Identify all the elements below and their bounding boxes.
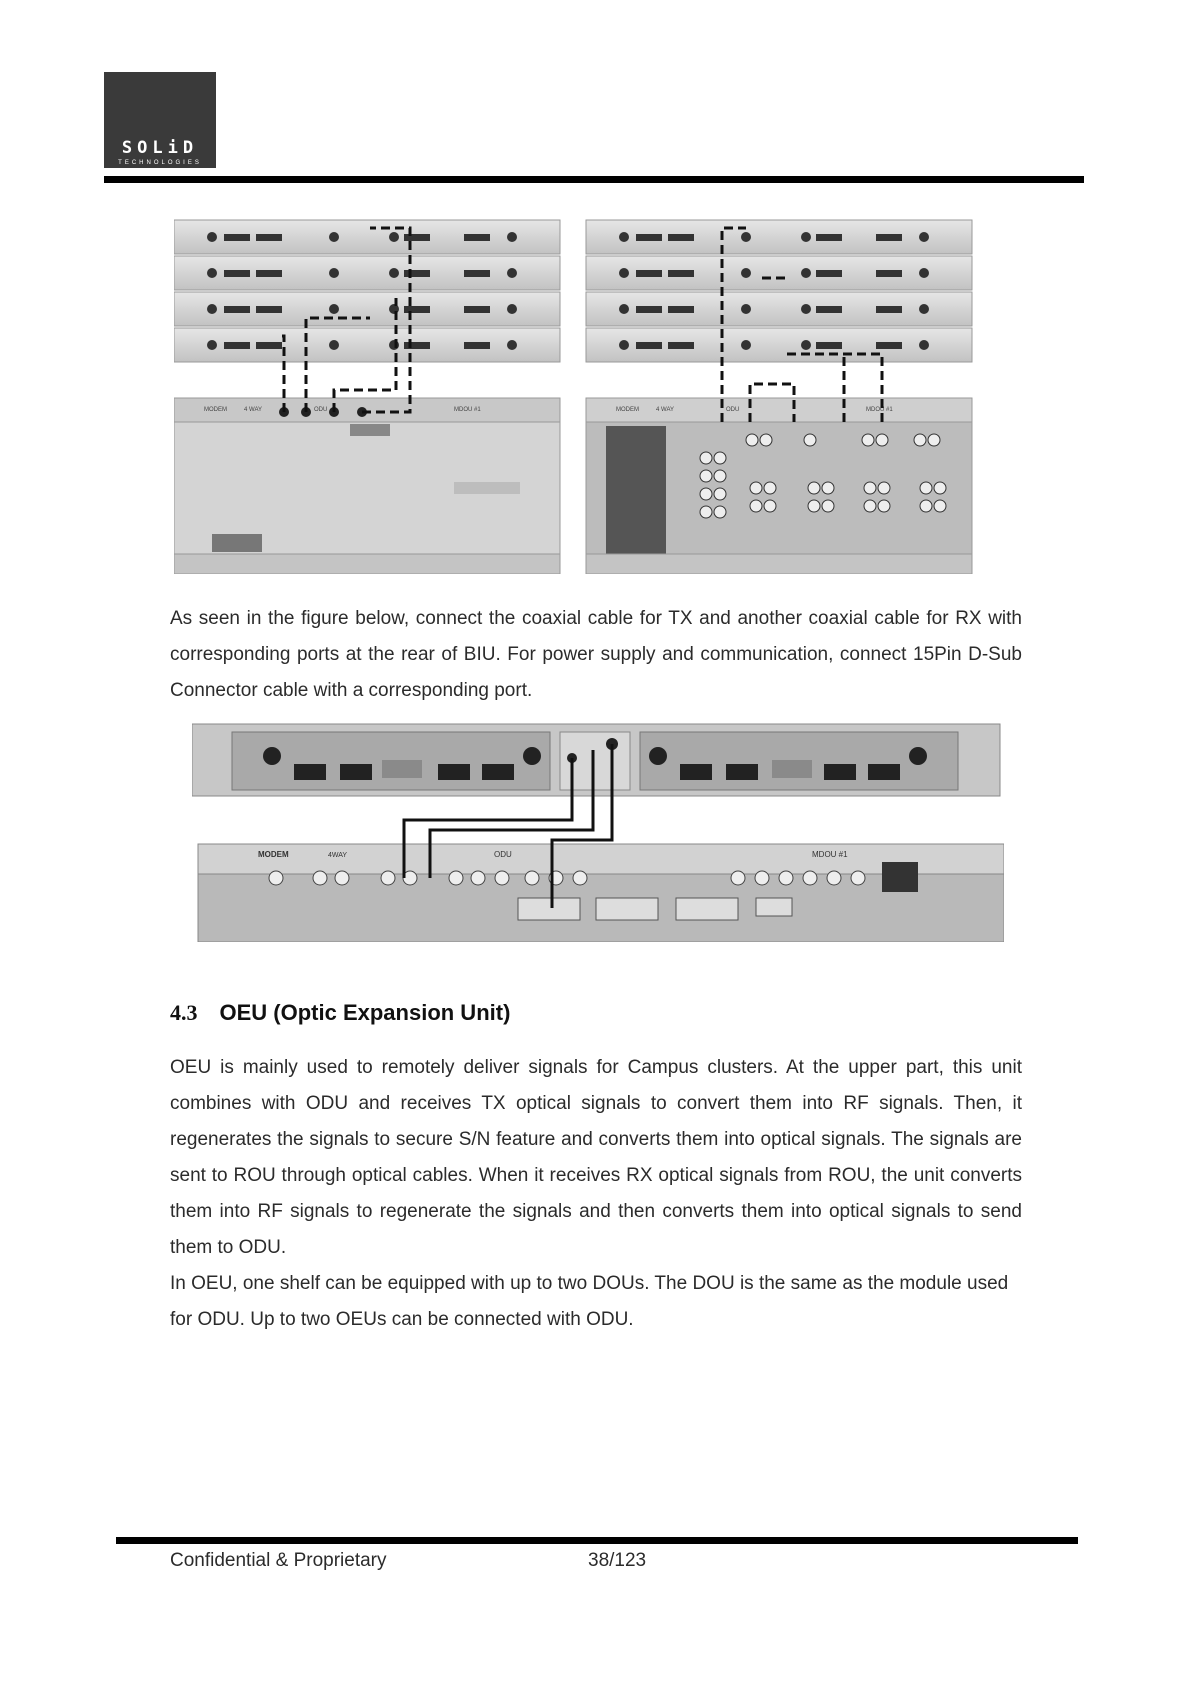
section-heading: [170, 1000, 510, 1026]
paragraph-oeu-description: OEU is mainly used to remotely deliver signals for Campus clusters. At the upper part, this unit combines with ODU and receives TX optical signals to convert them into RF signals. Then, it regenerates the signals to secure S/N feature and converts them into optical signals. The signals are sent to ROU through optical cables. When it receives RX optical signals from ROU, the unit converts them into RF signals to regenerate the signals and then converts them into optical signals to send them to ODU.: [170, 1057, 1022, 1258]
footer-confidential: Confidential & Proprietary: [170, 1550, 387, 1571]
footer-rule: [116, 1537, 1078, 1544]
left-rack-shelves: [174, 220, 560, 362]
left-label-modem: MODEM: [204, 407, 227, 413]
header-rule: [104, 176, 1084, 183]
label-4way: 4WAY: [328, 852, 348, 859]
right-label-odu: ODU: [726, 407, 740, 413]
label-modem: MODEM: [258, 850, 289, 859]
right-odu-chassis: [586, 398, 972, 574]
left-label-mdou: MDOU #1: [454, 407, 481, 413]
section-number: 4.3: [170, 1000, 198, 1025]
left-label-odu: ODU: [314, 407, 328, 413]
company-logo: [104, 72, 216, 168]
right-rack-shelves: [586, 220, 972, 574]
section-title: OEU (Optic Expansion Unit): [219, 1000, 511, 1025]
label-mdou: MDOU #1: [812, 850, 848, 859]
right-label-mdou: MDOU #1: [866, 407, 893, 413]
right-label-4way: 4 WAY: [656, 407, 675, 413]
right-label-modem: MODEM: [616, 407, 639, 413]
left-label-4way: 4 WAY: [244, 407, 263, 413]
footer-page-number: 38/123: [588, 1550, 647, 1571]
label-odu: ODU: [494, 850, 512, 859]
left-biu-chassis: [174, 398, 560, 574]
rack-connection-figure: [174, 218, 974, 574]
coaxial-connection-figure: [192, 722, 1004, 942]
logo-tagline: TECHNOLOGIES: [118, 160, 202, 166]
paragraph-biu-connection: As seen in the figure below, connect the coaxial cable for TX and another coaxial cable for RX with corresponding ports at the rear of BIU. For power supply and communication, connect 15Pin D-Sub Connector cable with a corresponding port.: [170, 608, 1022, 701]
logo-name: SOLiD: [121, 138, 199, 158]
paragraph-oeu-configuration: In OEU, one shelf can be equipped with up to two DOUs. The DOU is the same as the module used for ODU. Up to two OEUs can be connected with ODU.: [170, 1273, 1009, 1330]
